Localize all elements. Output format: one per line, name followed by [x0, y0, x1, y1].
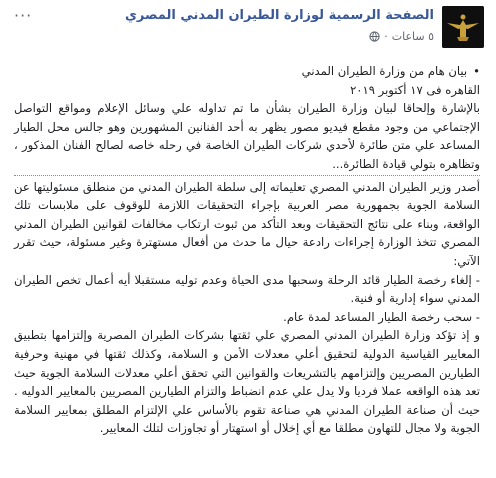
paragraph-intro: بالإشارة وإلحاقا لبيان وزارة الطيران بشأن ما تم تداوله علي وسائل الإعلام ومواقع التواصل الإجتماعي من وجود مقطع فيديو مصور يظهر به أحد الفنانين المشهورين وهو جالس محل الطيار المساعد علي متن طائرة لأحدي شركات الطيران الخاصة في رحله خاصه لصالح الفنان المذكور ، وتظاهره بتولي قيادة الطائرة... — [14, 101, 480, 171]
globe-icon[interactable] — [369, 31, 380, 42]
decision-item-2: - سحب رخصة الطيار المساعد لمدة عام. — [283, 309, 480, 324]
ministry-logo-icon — [442, 6, 484, 48]
paragraph-decision: أصدر وزير الطيران المدني المصري تعليماته إلى سلطة الطيران المدني من منطلق مسئوليتها عن السلامة الجوية بجمهورية مصر العربية بإجراء التحقيقات اللازمة للوقوف على ملابسات تلك الواقعة، وبناء على نتائج التحقيقات وبعد التأكد من ثبوت ارتكاب مخالفات لقوانين الطيران المدني المصري تتخذ الوزارة إجراءات رادعة حيال ما حدث من أفعال مستهترة وغير مسئولة، حيث تقرر الآتي: — [14, 179, 480, 268]
divider — [14, 175, 480, 176]
post-body — [14, 62, 480, 438]
post-header — [0, 0, 496, 56]
paragraph-closing: و إذ تؤكد وزارة الطيران المدني المصري علي ثقتها بشركات الطيران المصرية وإلتزامها بتطبيق المعايير القياسية الدولية لتحقيق أعلي معدلات الأمن و السلامة، وكذلك ثقتها في مهنية وحرفية الطيارين المصريين وإلتزامهم بالتشريعات والقوانين التي تحقق أعلي معدلات السلامة الجوية حيث تعد هذه الواقعه عملا فرديا ولا يدل علي عدم انضباط والتزام الطيارين المصريين بالمعايير الدوليه . حيث أن صناعة الطيران المدني هي صناعة تقوم بالأساس علي الإلتزام المطلق بمعايير السلامة الجوية ولا مجال للتهاون مطلقا مع أي إخلال أو استهتار أو تجاوزات لتلك المعايير. — [14, 328, 480, 436]
page-name-link[interactable]: الصفحة الرسمية لوزارة الطيران المدني المصري — [124, 8, 434, 23]
decision-item-1: - إلغاء رخصة الطيار قائد الرحلة وسحبها مدى الحياة وعدم توليه مستقبلا أيه أعمال تخص الطيران المدني سواء إدارية أو فنية. — [14, 272, 480, 306]
post-date: القاهره فى ١٧ أكتوبر ٢٠١٩ — [350, 82, 480, 97]
post-time[interactable]: ٥ ساعات — [391, 30, 434, 43]
post-meta — [369, 30, 434, 43]
meta-separator: · — [384, 30, 388, 43]
post-title: • بيان هام من وزارة الطيران المدني — [14, 62, 480, 81]
more-icon[interactable]: ··· — [14, 6, 33, 25]
avatar[interactable] — [442, 6, 484, 48]
